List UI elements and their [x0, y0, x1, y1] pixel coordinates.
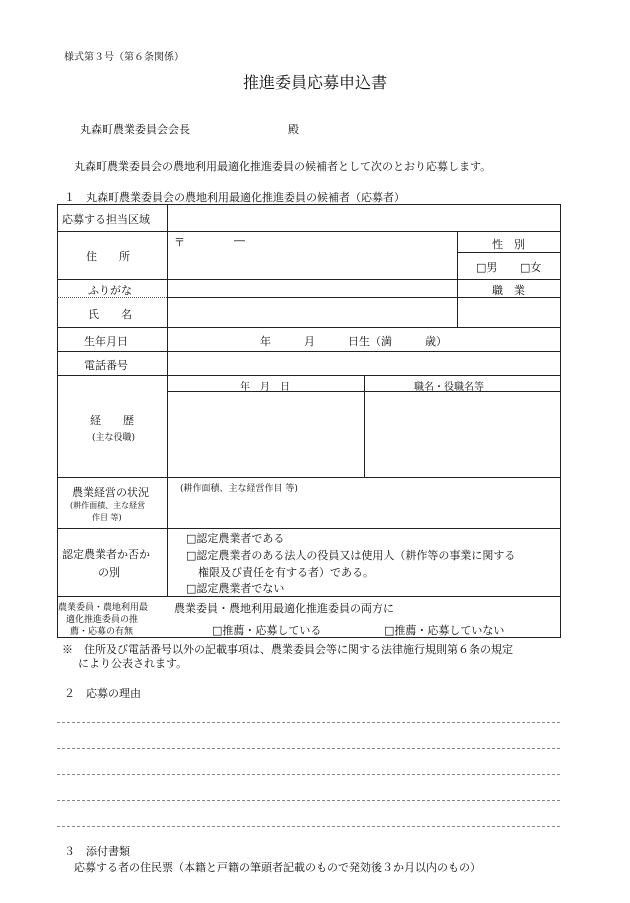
row-divider [57, 596, 561, 597]
name-input[interactable] [168, 298, 456, 326]
career-label: 経 歴 [90, 414, 134, 427]
certified-option-no[interactable]: □認定農業者でない [186, 582, 285, 595]
area-label: 応募する担当区域 [62, 213, 150, 226]
farm-hint: (耕作面積、主な経営作目 等) [180, 484, 298, 494]
certified-option-yes[interactable]: □認定農業者である [186, 532, 285, 545]
addressee-suffix: 殿 [288, 123, 299, 136]
row-divider [457, 252, 561, 253]
page-title: 推進委員応募申込書 [242, 73, 387, 92]
farm-sublabel-1: (耕作面積、主な経営 [70, 501, 146, 510]
farm-label: 農業経営の状況 [72, 486, 149, 499]
reason-line[interactable] [57, 774, 560, 775]
career-col-role: 職名・役職名等 [414, 382, 484, 393]
address-label: 住 所 [86, 250, 130, 263]
furigana-label: ふりがな [88, 284, 132, 297]
section1-heading: １ 丸森町農業委員会の農地利用最適化推進委員の候補者（応募者） [64, 191, 405, 204]
farm-sublabel-2: 作目 等) [92, 513, 122, 522]
recommend-label-1: 農業委員・農地利用最 [58, 603, 149, 613]
gender-label: 性 別 [492, 238, 525, 251]
career-sublabel: (主な役職) [92, 433, 136, 443]
addressee-name: 丸森町農業委員会会長 [80, 123, 190, 136]
section3-body: 応募する者の住民票（本籍と戸籍の筆頭者記載のもので発効後３か月以内のもの） [74, 861, 481, 874]
phone-label: 電話番号 [84, 359, 128, 372]
occupation-label: 職 業 [492, 284, 525, 297]
note-line-1: ※ 住所及び電話番号以外の記載事項は、農業委員会等に関する法律施行規則第６条の規定 [62, 643, 513, 656]
career-date-input[interactable] [168, 392, 363, 476]
row-divider [57, 327, 561, 328]
note-line-2: により公表されます。 [78, 657, 188, 670]
certified-label-2: の別 [98, 566, 120, 579]
farm-input[interactable] [168, 494, 560, 527]
recommend-option-no[interactable]: □推薦・応募していない [384, 624, 505, 637]
reason-line[interactable] [57, 722, 560, 723]
reason-line[interactable] [57, 800, 560, 801]
row-divider [57, 528, 561, 529]
section3-heading: ３ 添付書類 [64, 845, 130, 858]
intro-text: 丸森町農業委員会の農地利用最適化推進委員の候補者として次のとおり応募します。 [74, 160, 492, 173]
certified-option-corp-cont: 権限及び責任を有する者）である。 [198, 566, 374, 579]
furigana-input[interactable] [168, 280, 456, 296]
recommend-label-3: 薦・応募の有無 [70, 627, 134, 637]
reason-line[interactable] [57, 748, 560, 749]
postal-mark: 〒 [174, 236, 185, 249]
address-input[interactable] [168, 232, 456, 278]
recommend-option-yes[interactable]: □推薦・応募している [212, 624, 322, 637]
recommend-text: 農業委員・農地利用最適化推進委員の両方に [174, 602, 394, 615]
gender-male-checkbox[interactable]: □男 [476, 261, 498, 274]
career-col-date: 年 月 日 [240, 382, 290, 393]
birth-label: 生年月日 [84, 335, 128, 348]
career-role-input[interactable] [365, 392, 560, 476]
row-divider [57, 375, 561, 376]
occupation-input[interactable] [458, 298, 560, 326]
section2-heading: ２ 応募の理由 [64, 687, 141, 700]
reason-line[interactable] [57, 826, 560, 827]
certified-label-1: 認定農業者か否か [62, 548, 150, 561]
form-number: 様式第３号（第６条関係） [64, 52, 184, 63]
recommend-label-2: 適化推進委員の推 [66, 615, 139, 625]
phone-input[interactable] [168, 352, 560, 374]
area-input[interactable] [168, 205, 560, 230]
certified-option-corp[interactable]: □認定農業者のある法人の役員又は使用人（耕作等の事業に関する [186, 549, 516, 562]
postal-dash: ― [234, 234, 245, 247]
row-divider [57, 477, 561, 478]
gender-female-checkbox[interactable]: □女 [520, 261, 542, 274]
birth-date-format[interactable]: 年 月 日生（満 歳） [260, 335, 447, 348]
name-label: 氏 名 [88, 308, 132, 321]
